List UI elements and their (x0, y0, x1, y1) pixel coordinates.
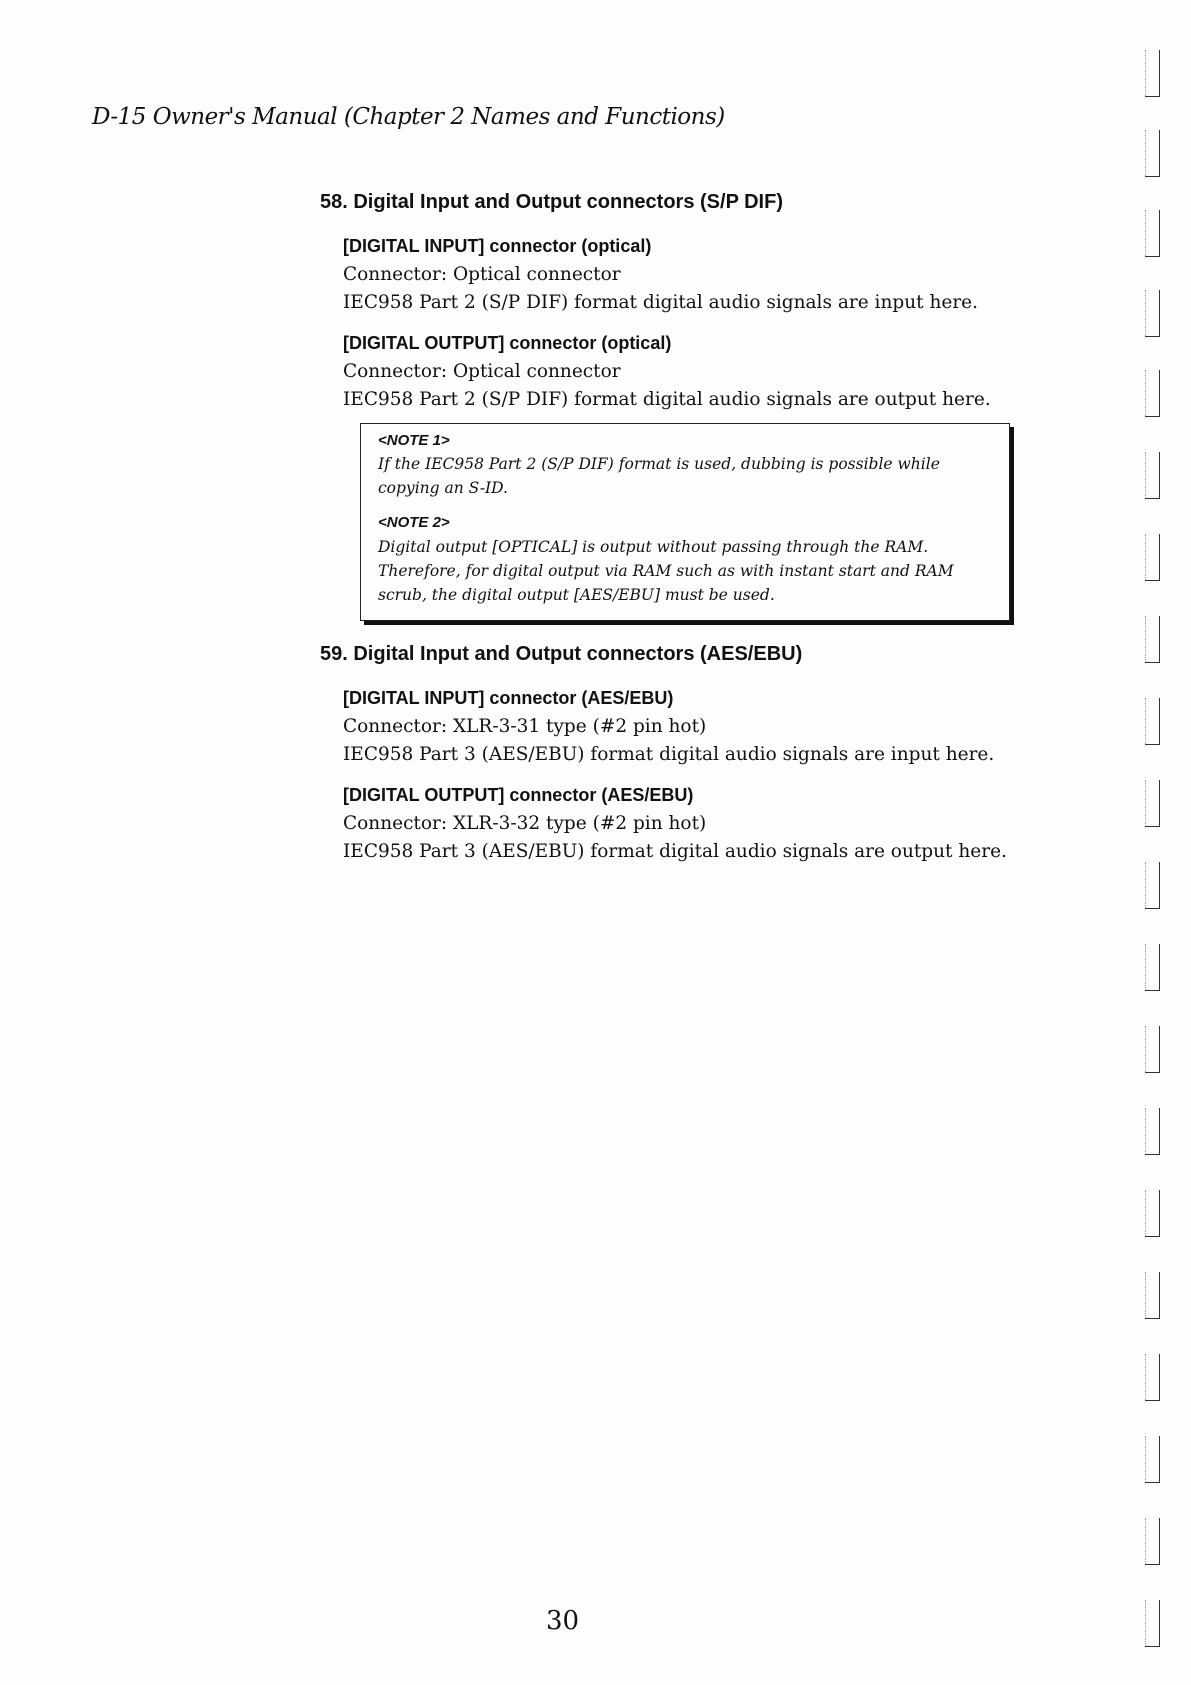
page-number: 30 (546, 1606, 580, 1636)
binder-tab-mark (1145, 1108, 1160, 1155)
binder-tab-mark (1145, 534, 1160, 581)
running-head: D-15 Owner's Manual (Chapter 2 Names and Functions) (92, 104, 725, 130)
binder-tab-mark (1145, 210, 1160, 257)
section-59-input-heading: [DIGITAL INPUT] connector (AES/EBU) (343, 688, 674, 708)
binder-tab-mark (1145, 290, 1160, 337)
binder-tab-mark (1145, 862, 1160, 909)
section-58-title: 58. Digital Input and Output connectors (S/P DIF) (320, 191, 783, 213)
section-58-input-description: IEC958 Part 2 (S/P DIF) format digital audio signals are input here. (343, 292, 978, 313)
binder-tab-mark (1145, 370, 1160, 417)
section-59-output-description: IEC958 Part 3 (AES/EBU) format digital audio signals are output here. (343, 841, 1007, 862)
note-2-label: <NOTE 2> (378, 514, 450, 531)
binder-tab-mark (1145, 1518, 1160, 1565)
section-59-output-connector: Connector: XLR-3-32 type (#2 pin hot) (343, 813, 707, 834)
binder-tab-mark (1145, 1272, 1160, 1319)
binder-tab-mark (1145, 780, 1160, 827)
binder-tab-mark (1145, 1436, 1160, 1483)
note-1-line-2: copying an S-ID. (378, 479, 508, 497)
note-2-line-1: Digital output [OPTICAL] is output without passing through the RAM. (378, 538, 929, 556)
binder-tab-mark (1145, 1026, 1160, 1073)
binder-tab-mark (1145, 1190, 1160, 1237)
binder-tab-mark (1145, 452, 1160, 499)
note-2-line-2: Therefore, for digital output via RAM such as with instant start and RAM (378, 562, 954, 580)
section-58-output-connector: Connector: Optical connector (343, 361, 621, 382)
note-1-label: <NOTE 1> (378, 432, 450, 449)
note-1-line-1: If the IEC958 Part 2 (S/P DIF) format is used, dubbing is possible while (378, 455, 940, 473)
section-58-output-heading: [DIGITAL OUTPUT] connector (optical) (343, 333, 672, 353)
section-58-input-connector: Connector: Optical connector (343, 264, 621, 285)
section-59-output-heading: [DIGITAL OUTPUT] connector (AES/EBU) (343, 785, 694, 805)
binder-tab-mark (1145, 130, 1160, 177)
section-59-title: 59. Digital Input and Output connectors (AES/EBU) (320, 643, 803, 665)
binder-tab-mark (1145, 698, 1160, 745)
notes-box (360, 423, 1010, 621)
binder-tab-mark (1145, 50, 1160, 97)
binder-tab-mark (1145, 616, 1160, 663)
binder-tab-mark (1145, 1354, 1160, 1401)
section-59-input-description: IEC958 Part 3 (AES/EBU) format digital audio signals are input here. (343, 744, 995, 765)
note-2-line-3: scrub, the digital output [AES/EBU] must be used. (378, 586, 775, 604)
binder-tab-mark (1145, 944, 1160, 991)
section-58-input-heading: [DIGITAL INPUT] connector (optical) (343, 236, 652, 256)
binder-tab-mark (1145, 1600, 1160, 1647)
section-59-input-connector: Connector: XLR-3-31 type (#2 pin hot) (343, 716, 707, 737)
section-58-output-description: IEC958 Part 2 (S/P DIF) format digital audio signals are output here. (343, 389, 991, 410)
